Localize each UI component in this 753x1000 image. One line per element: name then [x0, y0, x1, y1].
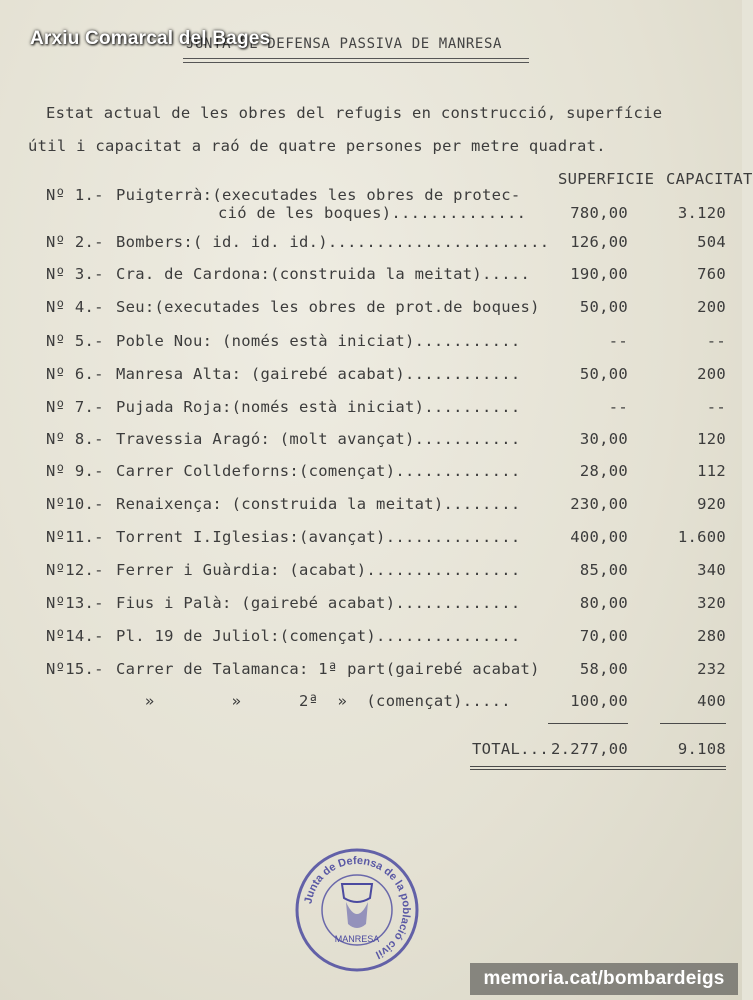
- row-description: Fius i Palà: (gairebé acabat).............: [116, 594, 521, 612]
- table-row: [0, 495, 742, 525]
- table-row: [0, 398, 742, 428]
- row-number: Nº11.-: [46, 528, 104, 546]
- row-number: Nº 6.-: [46, 365, 104, 383]
- intro-line-2: útil i capacitat a raó de quatre persones per metre quadrat.: [28, 137, 606, 155]
- row-capacitat: 120: [697, 430, 726, 448]
- row-number: Nº10.-: [46, 495, 104, 513]
- row-superficie: 400,00: [570, 528, 628, 546]
- row-capacitat: 920: [697, 495, 726, 513]
- table-row: [0, 462, 742, 492]
- row-superficie: 50,00: [579, 365, 628, 383]
- total-capacitat: 9.108: [677, 740, 726, 758]
- row-capacitat: 1.600: [677, 528, 726, 546]
- table-row: [0, 594, 742, 624]
- civil-defense-stamp: [292, 846, 422, 974]
- sum-rule-capacitat: [660, 723, 726, 724]
- row-capacitat: 280: [697, 627, 726, 645]
- stamp-ring-text: Junta de Defensa de la població civil: [302, 854, 413, 961]
- row-superficie: 70,00: [579, 627, 628, 645]
- row-description: Poble Nou: (només està iniciat)...........: [116, 332, 521, 350]
- column-header-capacitat: CAPACITAT: [666, 170, 753, 188]
- table-row: [0, 186, 742, 222]
- row-superficie: 780,00: [570, 204, 628, 222]
- website-watermark: memoria.cat/bombardeigs: [470, 963, 738, 995]
- table-row: [0, 561, 742, 591]
- archive-watermark: Arxiu Comarcal del Bages: [30, 28, 271, 49]
- header-underline-double: [183, 62, 529, 63]
- row-description-continuation: ció de les boques)..............: [218, 204, 527, 222]
- row-description: Pujada Roja:(només està iniciat)..........: [116, 398, 521, 416]
- row-number: Nº15.-: [46, 660, 104, 678]
- row-description: » » 2ª » (començat).....: [116, 692, 511, 710]
- table-row: [0, 298, 742, 328]
- row-capacitat: 400: [697, 692, 726, 710]
- row-description: Puigterrà:(executades les obres de protec-: [116, 186, 521, 204]
- total-label: TOTAL...: [472, 740, 550, 758]
- row-superficie: 80,00: [579, 594, 628, 612]
- sum-rule-superficie: [548, 723, 628, 724]
- table-row: [0, 265, 742, 295]
- row-capacitat: 232: [697, 660, 726, 678]
- row-number: Nº 7.-: [46, 398, 104, 416]
- row-number: Nº 5.-: [46, 332, 104, 350]
- row-superficie: --: [608, 332, 628, 350]
- stamp-center-text: MANRESA: [334, 934, 380, 944]
- row-description: Carrer de Talamanca: 1ª part(gairebé acabat): [116, 660, 540, 678]
- table-row: [0, 233, 742, 263]
- row-number: Nº 3.-: [46, 265, 104, 283]
- column-header-superficie: SUPERFICIE: [558, 170, 655, 188]
- document-header-title: JUNTA DE DEFENSA PASSIVA DE MANRESA: [186, 36, 503, 52]
- row-superficie: 230,00: [570, 495, 628, 513]
- row-description: Bombers:( id. id. id.).......................: [116, 233, 550, 251]
- row-capacitat: 340: [697, 561, 726, 579]
- row-capacitat: 760: [697, 265, 726, 283]
- total-superficie: 2.277,00: [550, 740, 628, 758]
- row-description: Pl. 19 de Juliol:(començat)...............: [116, 627, 521, 645]
- row-superficie: 50,00: [579, 298, 628, 316]
- row-superficie: 28,00: [579, 462, 628, 480]
- row-superficie: --: [608, 398, 628, 416]
- row-number: Nº 2.-: [46, 233, 104, 251]
- row-capacitat: 504: [697, 233, 726, 251]
- row-description: Renaixença: (construida la meitat)........: [116, 495, 521, 513]
- total-double-rule-top: [470, 766, 726, 767]
- row-number: Nº 4.-: [46, 298, 104, 316]
- row-capacitat: --: [706, 398, 726, 416]
- intro-line-1: Estat actual de les obres del refugis en construcció, superfície: [46, 104, 663, 122]
- row-superficie: 85,00: [579, 561, 628, 579]
- row-description: Seu:(executades les obres de prot.de boques): [116, 298, 540, 316]
- table-row: [0, 332, 742, 362]
- row-superficie: 190,00: [570, 265, 628, 283]
- table-row: [0, 528, 742, 558]
- row-number: Nº 1.-: [46, 186, 104, 204]
- row-number: Nº 8.-: [46, 430, 104, 448]
- row-number: Nº14.-: [46, 627, 104, 645]
- table-row: [0, 692, 742, 722]
- row-description: Torrent I.Iglesias:(avançat)..............: [116, 528, 521, 546]
- row-superficie: 58,00: [579, 660, 628, 678]
- row-number: Nº 9.-: [46, 462, 104, 480]
- table-row: [0, 365, 742, 395]
- table-row: [0, 660, 742, 690]
- row-capacitat: 200: [697, 298, 726, 316]
- row-description: Manresa Alta: (gairebé acabat)............: [116, 365, 521, 383]
- row-superficie: 100,00: [570, 692, 628, 710]
- total-double-rule-bottom: [470, 769, 726, 770]
- row-capacitat: 112: [697, 462, 726, 480]
- table-row: [0, 627, 742, 657]
- row-capacitat: 3.120: [677, 204, 726, 222]
- row-description: Ferrer i Guàrdia: (acabat)................: [116, 561, 521, 579]
- row-capacitat: 320: [697, 594, 726, 612]
- row-number: Nº13.-: [46, 594, 104, 612]
- header-underline: [183, 58, 529, 59]
- row-capacitat: --: [706, 332, 726, 350]
- row-superficie: 30,00: [579, 430, 628, 448]
- row-superficie: 126,00: [570, 233, 628, 251]
- row-description: Travessia Aragó: (molt avançat)...........: [116, 430, 521, 448]
- row-description: Cra. de Cardona:(construida la meitat).....: [116, 265, 531, 283]
- row-capacitat: 200: [697, 365, 726, 383]
- row-number: Nº12.-: [46, 561, 104, 579]
- table-row: [0, 430, 742, 460]
- row-description: Carrer Colldeforns:(començat).............: [116, 462, 521, 480]
